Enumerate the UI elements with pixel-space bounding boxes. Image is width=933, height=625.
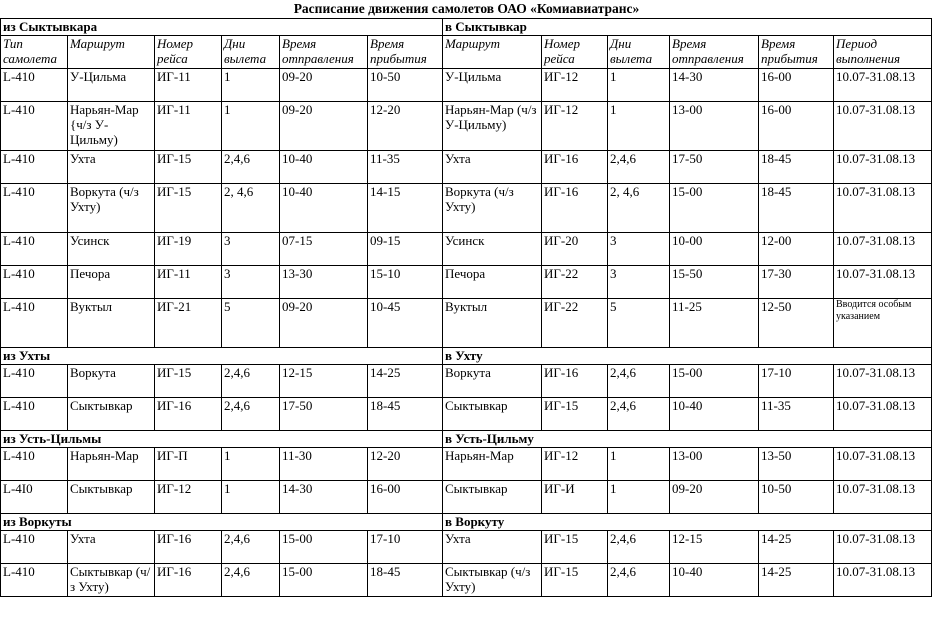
departure-time-return-cell: 10-00 — [670, 233, 759, 266]
route-outbound-cell: Нарьян-Мар {ч/з У-Цильму) — [68, 102, 155, 151]
operation-period-cell: 10.07-31.08.13 — [834, 365, 932, 398]
flight-number-outbound-cell: ИГ-11 — [155, 266, 222, 299]
operation-period-cell: 10.07-31.08.13 — [834, 266, 932, 299]
flight-number-return-cell: ИГ-12 — [542, 69, 608, 102]
flight-number-return-cell: ИГ-16 — [542, 184, 608, 233]
route-return-cell: Сыктывкар (ч/з Ухту) — [443, 564, 542, 597]
operation-period-cell: 10.07-31.08.13 — [834, 184, 932, 233]
flight-number-return-cell: ИГ-22 — [542, 299, 608, 348]
flight-number-return-cell: ИГ-16 — [542, 151, 608, 184]
departure-time-outbound-cell: 17-50 — [280, 398, 368, 431]
section-header-row — [1, 348, 932, 365]
flight-schedule-table — [0, 18, 932, 597]
column-header-dep-out: Время отправления — [280, 36, 368, 69]
route-return-cell: Сыктывкар — [443, 481, 542, 514]
departure-time-return-cell: 13-00 — [670, 448, 759, 481]
column-header-period: Период выполнения — [834, 36, 932, 69]
table-row — [1, 299, 932, 348]
route-outbound-cell: Сыктывкар — [68, 398, 155, 431]
table-row — [1, 531, 932, 564]
column-header-days-back: Дни вылета — [608, 36, 670, 69]
arrival-time-return-cell: 14-25 — [759, 531, 834, 564]
departure-days-return-cell: 5 — [608, 299, 670, 348]
departure-days-return-cell: 2,4,6 — [608, 564, 670, 597]
flight-number-outbound-cell: ИГ-21 — [155, 299, 222, 348]
arrival-time-outbound-cell: 12-20 — [368, 448, 443, 481]
departure-days-return-cell: 3 — [608, 233, 670, 266]
departure-days-return-cell: 1 — [608, 102, 670, 151]
operation-period-cell: 10.07-31.08.13 — [834, 448, 932, 481]
operation-period-cell: 10.07-31.08.13 — [834, 481, 932, 514]
arrival-time-return-cell: 17-30 — [759, 266, 834, 299]
column-header-flight-back: Номер рейса — [542, 36, 608, 69]
section-to-label: в Воркуту — [443, 514, 932, 531]
departure-time-outbound-cell: 12-15 — [280, 365, 368, 398]
departure-time-return-cell: 09-20 — [670, 481, 759, 514]
table-row — [1, 365, 932, 398]
route-return-cell: Нарьян-Мар (ч/з У-Цильму) — [443, 102, 542, 151]
aircraft-type-cell: L-410 — [1, 233, 68, 266]
route-outbound-cell: Сыктывкар (ч/з Ухту) — [68, 564, 155, 597]
route-outbound-cell: Ухта — [68, 531, 155, 564]
flight-number-outbound-cell: ИГ-15 — [155, 184, 222, 233]
arrival-time-return-cell: 12-00 — [759, 233, 834, 266]
flight-number-return-cell: ИГ-20 — [542, 233, 608, 266]
column-header-days-out: Дни вылета — [222, 36, 280, 69]
flight-number-outbound-cell: ИГ-11 — [155, 69, 222, 102]
column-header-dep-back: Время отправления — [670, 36, 759, 69]
arrival-time-return-cell: 16-00 — [759, 69, 834, 102]
departure-days-return-cell: 1 — [608, 69, 670, 102]
aircraft-type-cell: L-410 — [1, 266, 68, 299]
departure-time-outbound-cell: 09-20 — [280, 69, 368, 102]
route-return-cell: Ухта — [443, 151, 542, 184]
section-header-row — [1, 19, 932, 36]
route-return-cell: Нарьян-Мар — [443, 448, 542, 481]
departure-days-outbound-cell: 1 — [222, 102, 280, 151]
operation-period-cell: 10.07-31.08.13 — [834, 151, 932, 184]
route-return-cell: Печора — [443, 266, 542, 299]
departure-days-outbound-cell: 2,4,6 — [222, 398, 280, 431]
departure-time-outbound-cell: 09-20 — [280, 102, 368, 151]
departure-time-outbound-cell: 15-00 — [280, 531, 368, 564]
aircraft-type-cell: L-410 — [1, 151, 68, 184]
arrival-time-outbound-cell: 15-10 — [368, 266, 443, 299]
route-return-cell: У-Цильма — [443, 69, 542, 102]
departure-time-return-cell: 12-15 — [670, 531, 759, 564]
departure-time-return-cell: 15-00 — [670, 184, 759, 233]
flight-number-return-cell: ИГ-16 — [542, 365, 608, 398]
route-return-cell: Вуктыл — [443, 299, 542, 348]
departure-time-return-cell: 10-40 — [670, 398, 759, 431]
departure-time-outbound-cell: 15-00 — [280, 564, 368, 597]
aircraft-type-cell: L-410 — [1, 102, 68, 151]
aircraft-type-cell: L-410 — [1, 184, 68, 233]
arrival-time-outbound-cell: 16-00 — [368, 481, 443, 514]
flight-number-outbound-cell: ИГ-19 — [155, 233, 222, 266]
route-return-cell: Воркута (ч/з Ухту) — [443, 184, 542, 233]
departure-days-return-cell: 2,4,6 — [608, 531, 670, 564]
departure-days-outbound-cell: 2,4,6 — [222, 564, 280, 597]
column-header-route-out: Маршрут — [68, 36, 155, 69]
flight-number-outbound-cell: ИГ-П — [155, 448, 222, 481]
schedule-body — [1, 19, 932, 597]
route-outbound-cell: Печора — [68, 266, 155, 299]
departure-time-return-cell: 15-00 — [670, 365, 759, 398]
arrival-time-outbound-cell: 14-25 — [368, 365, 443, 398]
arrival-time-return-cell: 11-35 — [759, 398, 834, 431]
departure-days-return-cell: 2,4,6 — [608, 151, 670, 184]
flight-number-outbound-cell: ИГ-16 — [155, 564, 222, 597]
operation-period-cell: 10.07-31.08.13 — [834, 102, 932, 151]
section-from-label: из Воркуты — [1, 514, 443, 531]
arrival-time-outbound-cell: 09-15 — [368, 233, 443, 266]
operation-period-cell: 10.07-31.08.13 — [834, 398, 932, 431]
route-outbound-cell: Ухта — [68, 151, 155, 184]
arrival-time-return-cell: 18-45 — [759, 184, 834, 233]
route-outbound-cell: Сыктывкар — [68, 481, 155, 514]
route-return-cell: Сыктывкар — [443, 398, 542, 431]
section-from-label: из Усть-Цильмы — [1, 431, 443, 448]
arrival-time-outbound-cell: 18-45 — [368, 398, 443, 431]
aircraft-type-cell: L-410 — [1, 398, 68, 431]
operation-period-cell: Вводится особым указанием — [834, 299, 932, 348]
departure-days-outbound-cell: 1 — [222, 448, 280, 481]
section-from-label: из Ухты — [1, 348, 443, 365]
flight-number-outbound-cell: ИГ-11 — [155, 102, 222, 151]
aircraft-type-cell: L-410 — [1, 365, 68, 398]
section-to-label: в Усть-Цильму — [443, 431, 932, 448]
departure-days-outbound-cell: 2,4,6 — [222, 531, 280, 564]
departure-days-outbound-cell: 1 — [222, 69, 280, 102]
table-row — [1, 398, 932, 431]
arrival-time-outbound-cell: 17-10 — [368, 531, 443, 564]
arrival-time-return-cell: 12-50 — [759, 299, 834, 348]
departure-days-return-cell: 1 — [608, 481, 670, 514]
departure-days-return-cell: 2, 4,6 — [608, 184, 670, 233]
departure-time-outbound-cell: 11-30 — [280, 448, 368, 481]
arrival-time-return-cell: 16-00 — [759, 102, 834, 151]
departure-time-outbound-cell: 10-40 — [280, 184, 368, 233]
table-row — [1, 448, 932, 481]
section-to-label: в Ухту — [443, 348, 932, 365]
flight-number-outbound-cell: ИГ-15 — [155, 365, 222, 398]
arrival-time-return-cell: 13-50 — [759, 448, 834, 481]
flight-number-outbound-cell: ИГ-16 — [155, 531, 222, 564]
arrival-time-return-cell: 10-50 — [759, 481, 834, 514]
operation-period-cell: 10.07-31.08.13 — [834, 233, 932, 266]
route-outbound-cell: У-Цильма — [68, 69, 155, 102]
table-row — [1, 266, 932, 299]
departure-days-return-cell: 2,4,6 — [608, 365, 670, 398]
departure-time-outbound-cell: 10-40 — [280, 151, 368, 184]
aircraft-type-cell: L-410 — [1, 531, 68, 564]
table-row — [1, 69, 932, 102]
flight-number-return-cell: ИГ-15 — [542, 531, 608, 564]
departure-days-return-cell: 3 — [608, 266, 670, 299]
departure-days-outbound-cell: 3 — [222, 233, 280, 266]
arrival-time-outbound-cell: 18-45 — [368, 564, 443, 597]
route-outbound-cell: Нарьян-Мар — [68, 448, 155, 481]
operation-period-cell: 10.07-31.08.13 — [834, 564, 932, 597]
flight-number-outbound-cell: ИГ-12 — [155, 481, 222, 514]
flight-number-return-cell: ИГ-12 — [542, 102, 608, 151]
aircraft-type-cell: L-410 — [1, 69, 68, 102]
departure-time-outbound-cell: 14-30 — [280, 481, 368, 514]
flight-number-return-cell: ИГ-15 — [542, 398, 608, 431]
operation-period-cell: 10.07-31.08.13 — [834, 531, 932, 564]
departure-days-outbound-cell: 2, 4,6 — [222, 184, 280, 233]
arrival-time-return-cell: 18-45 — [759, 151, 834, 184]
departure-days-outbound-cell: 2,4,6 — [222, 365, 280, 398]
section-header-row — [1, 514, 932, 531]
arrival-time-return-cell: 14-25 — [759, 564, 834, 597]
departure-days-outbound-cell: 5 — [222, 299, 280, 348]
route-outbound-cell: Вуктыл — [68, 299, 155, 348]
route-outbound-cell: Воркута — [68, 365, 155, 398]
arrival-time-outbound-cell: 11-35 — [368, 151, 443, 184]
departure-time-outbound-cell: 13-30 — [280, 266, 368, 299]
aircraft-type-cell: L-410 — [1, 299, 68, 348]
table-row — [1, 102, 932, 151]
section-from-label: из Сыктывкара — [1, 19, 443, 36]
flight-number-return-cell: ИГ-15 — [542, 564, 608, 597]
route-outbound-cell: Воркута (ч/з Ухту) — [68, 184, 155, 233]
table-row — [1, 184, 932, 233]
column-header-arr-back: Время прибытия — [759, 36, 834, 69]
page-title: Расписание движения самолетов ОАО «Комиавиатранс» — [293, 1, 640, 16]
column-header-route-back: Маршрут — [443, 36, 542, 69]
departure-time-return-cell: 15-50 — [670, 266, 759, 299]
arrival-time-return-cell: 17-10 — [759, 365, 834, 398]
flight-number-outbound-cell: ИГ-15 — [155, 151, 222, 184]
flight-number-outbound-cell: ИГ-16 — [155, 398, 222, 431]
flight-number-return-cell: ИГ-12 — [542, 448, 608, 481]
route-return-cell: Ухта — [443, 531, 542, 564]
departure-days-outbound-cell: 3 — [222, 266, 280, 299]
column-header-flight-out: Номер рейса — [155, 36, 222, 69]
departure-time-outbound-cell: 09-20 — [280, 299, 368, 348]
flight-number-return-cell: ИГ-И — [542, 481, 608, 514]
route-return-cell: Усинск — [443, 233, 542, 266]
section-header-row — [1, 431, 932, 448]
column-header-row — [1, 36, 932, 69]
arrival-time-outbound-cell: 10-50 — [368, 69, 443, 102]
column-header-type: Тип самолета — [1, 36, 68, 69]
departure-time-return-cell: 10-40 — [670, 564, 759, 597]
departure-time-return-cell: 17-50 — [670, 151, 759, 184]
departure-days-outbound-cell: 1 — [222, 481, 280, 514]
flight-number-return-cell: ИГ-22 — [542, 266, 608, 299]
arrival-time-outbound-cell: 10-45 — [368, 299, 443, 348]
aircraft-type-cell: L-410 — [1, 564, 68, 597]
column-header-arr-out: Время прибытия — [368, 36, 443, 69]
route-return-cell: Воркута — [443, 365, 542, 398]
departure-time-return-cell: 11-25 — [670, 299, 759, 348]
table-row — [1, 233, 932, 266]
section-to-label: в Сыктывкар — [443, 19, 932, 36]
departure-days-return-cell: 2,4,6 — [608, 398, 670, 431]
departure-time-return-cell: 13-00 — [670, 102, 759, 151]
arrival-time-outbound-cell: 12-20 — [368, 102, 443, 151]
table-row — [1, 481, 932, 514]
table-row — [1, 564, 932, 597]
table-row — [1, 151, 932, 184]
operation-period-cell: 10.07-31.08.13 — [834, 69, 932, 102]
aircraft-type-cell: L-410 — [1, 448, 68, 481]
departure-days-return-cell: 1 — [608, 448, 670, 481]
route-outbound-cell: Усинск — [68, 233, 155, 266]
arrival-time-outbound-cell: 14-15 — [368, 184, 443, 233]
aircraft-type-cell: L-4I0 — [1, 481, 68, 514]
departure-time-return-cell: 14-30 — [670, 69, 759, 102]
departure-days-outbound-cell: 2,4,6 — [222, 151, 280, 184]
departure-time-outbound-cell: 07-15 — [280, 233, 368, 266]
